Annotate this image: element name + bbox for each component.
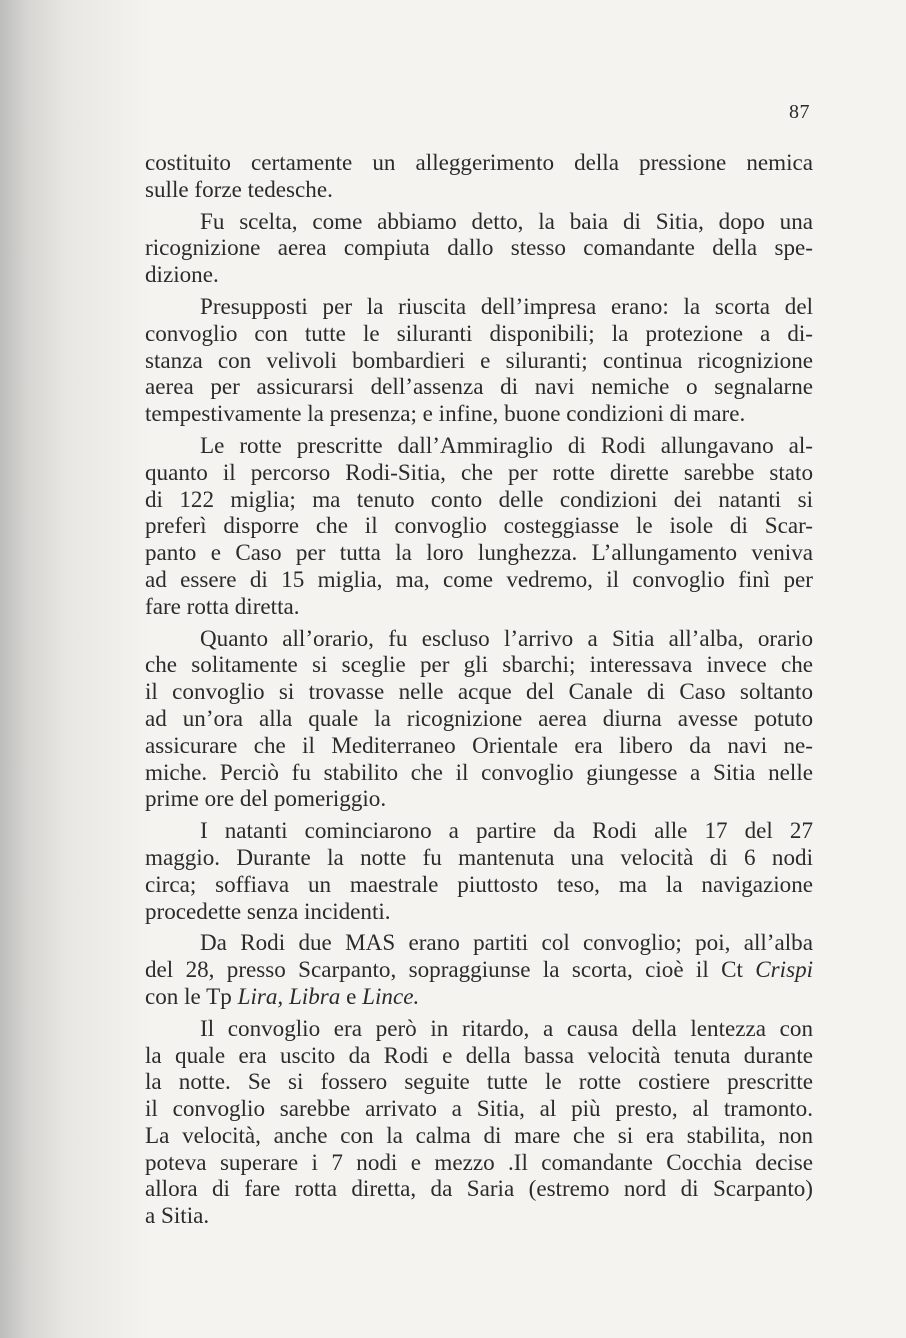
text-line: tempestivamente la presenza; e infine, buone condizioni di mare. bbox=[145, 400, 746, 427]
page-gutter-shadow bbox=[0, 0, 150, 1338]
text-line: maggio. Durante la notte fu mantenuta una velocità di 6 nodi bbox=[145, 843, 813, 870]
paragraph bbox=[145, 208, 813, 288]
text-line: Da Rodi due MAS erano partiti col convoglio; poi, all’alba bbox=[200, 929, 813, 956]
text-line: miche. Perciò fu stabilito che il convoglio giungesse a Sitia nelle bbox=[145, 758, 813, 785]
text-line: stanza con velivoli bombardieri e siluranti; continua ricognizione bbox=[145, 346, 813, 373]
text-line: convoglio con tutte le siluranti disponibili; la protezione a di- bbox=[145, 319, 813, 346]
text-line: ad un’ora alla quale la ricognizione aerea diurna avesse potuto bbox=[145, 704, 813, 731]
text-line: Presupposti per la riuscita dell’impresa erano: la scorta del bbox=[200, 292, 813, 319]
text-line: aerea per assicurarsi dell’assenza di navi nemiche o segnalarne bbox=[145, 373, 813, 400]
text-line: Il convoglio era però in ritardo, a causa della lentezza con bbox=[200, 1014, 813, 1041]
text-line: panto e Caso per tutta la loro lunghezza. L’allungamento veniva bbox=[145, 539, 813, 566]
text-line: ad essere di 15 miglia, ma, come vedremo, il convoglio finì per bbox=[145, 565, 813, 592]
paragraph bbox=[145, 432, 813, 620]
text-line: con le Tp Lira, Libra e Lince. bbox=[145, 982, 420, 1009]
page-number: 87 bbox=[789, 101, 810, 123]
text-line: La velocità, anche con la calma di mare che si era stabilita, non bbox=[145, 1121, 813, 1148]
text-line: Quanto all’orario, fu escluso l’arrivo a Sitia all’alba, orario bbox=[200, 624, 813, 651]
text-line: il convoglio sarebbe arrivato a Sitia, al più presto, al tramonto. bbox=[145, 1095, 813, 1122]
paragraph bbox=[145, 293, 813, 427]
text-line: di 122 miglia; ma tenuto conto delle condizioni dei natanti si bbox=[145, 485, 813, 512]
text-line: preferì disporre che il convoglio costeggiasse le isole di Scar- bbox=[145, 512, 813, 539]
text-line: allora di fare rotta diretta, da Saria (estremo nord di Scarpanto) bbox=[145, 1175, 813, 1202]
text-line: costituito certamente un alleggerimento della pressione nemica bbox=[145, 149, 813, 175]
body-text bbox=[145, 149, 813, 1229]
paragraph bbox=[145, 149, 813, 203]
text-line: il convoglio si trovasse nelle acque del Canale di Caso soltanto bbox=[145, 678, 813, 705]
text-line: la notte. Se si fossero seguite tutte le rotte costiere prescritte bbox=[145, 1068, 813, 1095]
text-line: assicurare che il Mediterraneo Orientale era libero da navi ne- bbox=[145, 731, 813, 758]
text-line: prime ore del pomeriggio. bbox=[145, 785, 387, 812]
text-line: circa; soffiava un maestrale piuttosto teso, ma la navigazione bbox=[145, 870, 813, 897]
text-line: I natanti cominciarono a partire da Rodi alle 17 del 27 bbox=[200, 817, 813, 844]
text-line: quanto il percorso Rodi-Sitia, che per rotte dirette sarebbe stato bbox=[145, 458, 813, 485]
text-line: ricognizione aerea compiuta dallo stesso comandante della spe- bbox=[145, 234, 813, 261]
text-line: Le rotte prescritte dall’Ammiraglio di Rodi allungavano al- bbox=[200, 431, 813, 458]
paragraph bbox=[145, 817, 813, 924]
paragraph bbox=[145, 929, 813, 1009]
text-line: poteva superare i 7 nodi e mezzo .Il comandante Cocchia decise bbox=[145, 1148, 813, 1175]
text-line: la quale era uscito da Rodi e della bassa velocità tenuta durante bbox=[145, 1041, 813, 1068]
paragraph bbox=[145, 625, 813, 813]
text-line: del 28, presso Scarpanto, sopraggiunse la scorta, cioè il Ct Crispi bbox=[145, 956, 814, 983]
text-line: procedette senza incidenti. bbox=[145, 897, 391, 924]
text-line: dizione. bbox=[145, 261, 219, 288]
text-line: a Sitia. bbox=[145, 1202, 210, 1229]
text-line: sulle forze tedesche. bbox=[145, 175, 333, 202]
text-line: che solitamente si sceglie per gli sbarchi; interessava invece che bbox=[145, 651, 813, 678]
text-line: Fu scelta, come abbiamo detto, la baia di Sitia, dopo una bbox=[200, 207, 813, 234]
text-line: fare rotta diretta. bbox=[145, 592, 300, 619]
paragraph bbox=[145, 1015, 813, 1229]
